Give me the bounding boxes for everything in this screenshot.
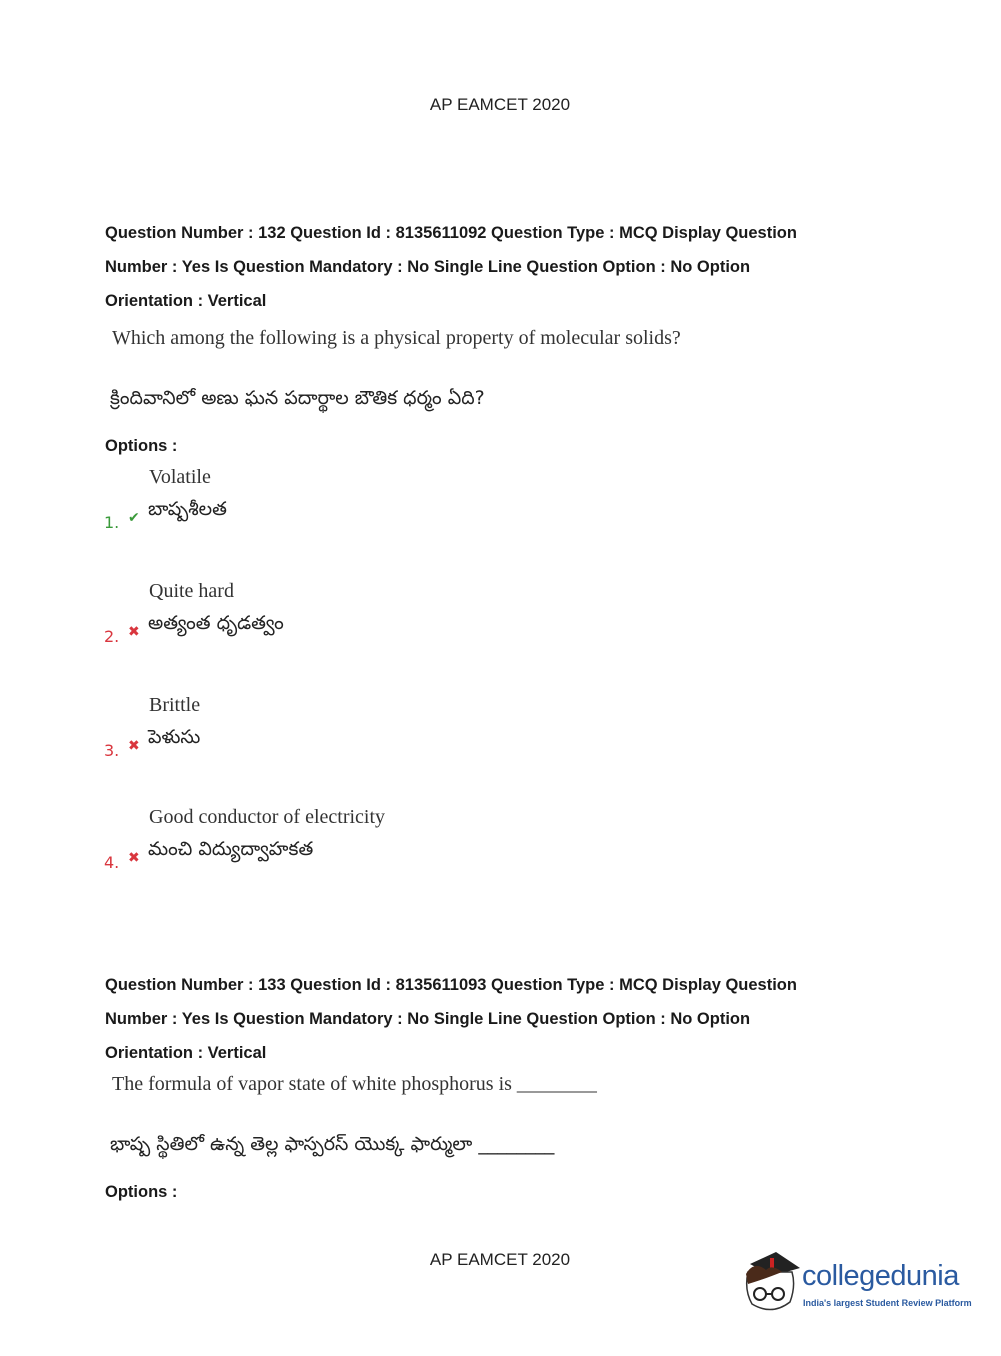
option-text-te: అత్యంత ధృడత్వం bbox=[148, 612, 284, 634]
cross-icon: ✖ bbox=[128, 624, 140, 640]
option-text-te: మంచి విద్యుద్వాహకత bbox=[148, 838, 314, 860]
option-number: 2. bbox=[104, 627, 120, 646]
meta-line: Number : Yes Is Question Mandatory : No Single Line Question Option : No Option bbox=[105, 258, 751, 276]
page-header: AP EAMCET 2020 bbox=[429, 95, 571, 114]
logo-wordmark: collegedunia bbox=[802, 1260, 959, 1292]
meta-line: Orientation : Vertical bbox=[105, 1044, 267, 1062]
page-footer: AP EAMCET 2020 bbox=[429, 1250, 571, 1269]
meta-line: Question Number : 132 Question Id : 8135611092 Question Type : MCQ Display Question bbox=[105, 224, 797, 242]
option-text-en: Brittle bbox=[149, 694, 201, 716]
question-132-text-en: Which among the following is a physical property of molecular solids? bbox=[112, 327, 681, 349]
collegedunia-logo bbox=[742, 1250, 972, 1320]
option-number: 4. bbox=[104, 853, 120, 872]
meta-line: Number : Yes Is Question Mandatory : No Single Line Question Option : No Option bbox=[105, 1010, 751, 1028]
options-label: Options : bbox=[105, 1183, 178, 1201]
question-133-text-en: The formula of vapor state of white phosphorus is ________ bbox=[112, 1073, 597, 1095]
cross-icon: ✖ bbox=[128, 738, 140, 754]
option-text-en: Quite hard bbox=[149, 580, 234, 602]
option-number: 1. bbox=[104, 513, 120, 532]
option-text-en: Good conductor of electricity bbox=[149, 806, 386, 828]
mascot-icon bbox=[742, 1250, 802, 1320]
question-133-text-te: భాష్ప స్థితిలో ఉన్న తెల్ల ఫాస్పరస్ యొక్క ఫార్ములా ________ bbox=[110, 1133, 555, 1155]
meta-line: Question Number : 133 Question Id : 8135611093 Question Type : MCQ Display Question bbox=[105, 976, 797, 994]
option-text-en: Volatile bbox=[149, 466, 211, 488]
meta-line: Orientation : Vertical bbox=[105, 292, 267, 310]
check-icon: ✔ bbox=[128, 510, 140, 526]
question-132-text-te: క్రిందివానిలో అణు ఘన పదార్థాల బౌతిక ధర్మం ఏది? bbox=[110, 387, 485, 409]
question-133-meta bbox=[105, 968, 965, 1070]
question-132-meta bbox=[105, 216, 965, 318]
option-text-te: బాష్పశీలత bbox=[148, 498, 227, 520]
cross-icon: ✖ bbox=[128, 850, 140, 866]
option-text-te: పెళుసు bbox=[148, 726, 201, 748]
option-number: 3. bbox=[104, 741, 120, 760]
options-label: Options : bbox=[105, 437, 178, 455]
logo-tagline: India's largest Student Review Platform bbox=[803, 1298, 972, 1308]
